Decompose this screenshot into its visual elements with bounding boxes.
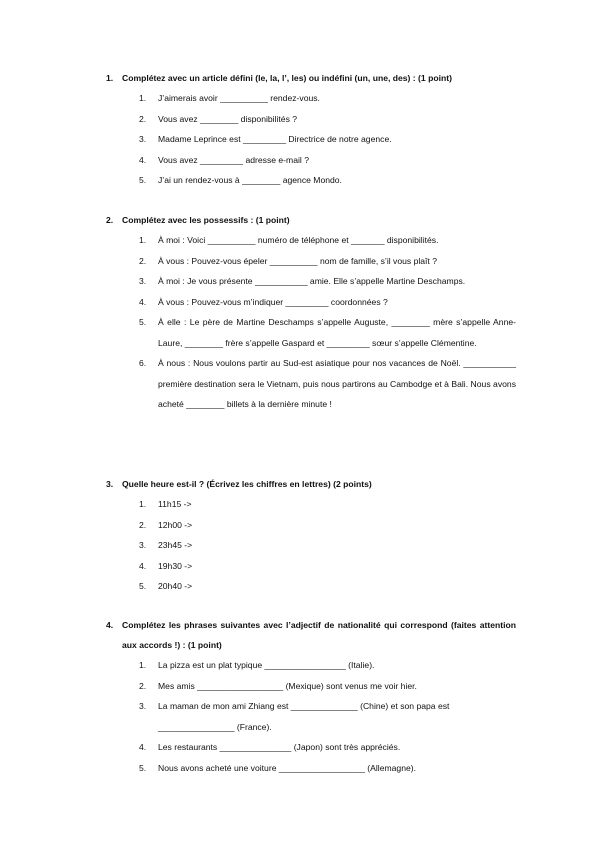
item-text: Madame Leprince est _________ Directrice de notre agence. (158, 134, 392, 144)
exercise-item (106, 230, 516, 251)
item-text: À moi : Voici __________ numéro de téléphone et _______ disponibilités. (158, 235, 439, 245)
question-title-text: Complétez avec les possessifs : (1 point) (122, 215, 290, 225)
question-3 (106, 474, 516, 597)
item-number: 2. (139, 680, 147, 691)
exercise-list (106, 230, 516, 415)
item-number: 4. (139, 560, 147, 571)
item-number: 4. (139, 296, 147, 307)
item-text: À nous : Nous voulons partir au Sud-est asiatique pour nos vacances de Noël. ___________ première destination sera le Vietnam, puis nous partirons au Cambodge et à Bali. Nous avons acheté ________ billets à la dernière minute ! (158, 358, 516, 409)
item-number: 3. (139, 701, 147, 711)
exercise-item (106, 655, 516, 676)
item-text: À elle : Le père de Martine Deschamps s’appelle Auguste, ________ mère s’appelle Anne-Laure, ________ frère s’appelle Gaspard et _________ sœur s’appelle Clémentine. (158, 317, 516, 348)
item-text: Nous avons acheté une voiture __________________ (Allemagne). (158, 762, 417, 773)
item-text: À moi : Je vous présente ___________ amie. Elle s’appelle Martine Deschamps. (158, 276, 466, 286)
item-text: 19h30 -> (158, 560, 193, 571)
question-title (106, 210, 516, 230)
question-title-text: Quelle heure est-il ? (Écrivez les chiffres en lettres) (2 points) (122, 479, 372, 489)
item-text: J’ai un rendez-vous à ________ agence Mondo. (158, 175, 342, 185)
item-text: 20h40 -> (158, 581, 193, 591)
item-number: 3. (139, 134, 147, 144)
item-text: 23h45 -> (158, 540, 193, 550)
item-number: 4. (139, 742, 147, 752)
exercise-item (106, 676, 516, 697)
question-title-text: Complétez les phrases suivantes avec l’adjectif de nationalité qui correspond (faites attention aux accords !) : (1 point) (122, 620, 516, 650)
item-text: La pizza est un plat typique _________________ (Italie). (158, 660, 375, 670)
question-2 (106, 210, 516, 415)
item-number: 1. (139, 660, 147, 670)
item-number: 3. (139, 276, 147, 286)
item-text: À vous : Pouvez-vous épeler __________ nom de famille, s’il vous plaît ? (158, 255, 437, 266)
question-title-text: Complétez avec un article défini (le, la, l’, les) ou indéfini (un, une, des) : (1 point) (122, 73, 452, 83)
question-number: 4. (106, 620, 114, 630)
question-number: 2. (106, 215, 114, 225)
item-number: 6. (139, 358, 147, 368)
item-text: Mes amis __________________ (Mexique) sont venus me voir hier. (158, 680, 417, 691)
question-title (106, 615, 516, 655)
item-number: 3. (139, 540, 147, 550)
question-number: 1. (106, 73, 114, 83)
question-title (106, 474, 516, 494)
item-number: 2. (139, 113, 147, 124)
exercise-item (106, 271, 516, 292)
exercise-list (106, 655, 516, 778)
exercise-item (106, 312, 516, 353)
exercise-item (106, 494, 516, 515)
item-text: À vous : Pouvez-vous m’indiquer _________ coordonnées ? (158, 296, 388, 307)
exercise-item (106, 515, 516, 536)
item-text: Les restaurants _______________ (Japon) sont très appréciés. (158, 742, 401, 752)
question-4 (106, 615, 516, 778)
exercise-list (106, 494, 516, 597)
item-text: J’aimerais avoir __________ rendez-vous. (158, 93, 320, 103)
item-number: 1. (139, 499, 147, 509)
exercise-list (106, 88, 516, 191)
item-number: 1. (139, 235, 147, 245)
question-number: 3. (106, 479, 114, 489)
item-number: 5. (139, 581, 147, 591)
exercise-item (106, 88, 516, 109)
question-1 (106, 68, 516, 191)
exercise-item (106, 170, 516, 191)
exercise-item (106, 353, 516, 415)
exercise-item (106, 535, 516, 556)
item-number: 2. (139, 519, 147, 530)
item-text: La maman de mon ami Zhiang est ______________ (Chine) et son papa est ________________ (France). (158, 701, 450, 732)
item-text: 11h15 -> (158, 499, 192, 509)
item-number: 5. (139, 175, 147, 185)
exercise-item (106, 129, 516, 150)
exercise-item (106, 758, 516, 779)
item-number: 2. (139, 255, 147, 266)
item-text: 12h00 -> (158, 519, 193, 530)
item-text: Vous avez _________ adresse e-mail ? (158, 154, 309, 165)
exercise-item (106, 251, 516, 272)
item-number: 1. (139, 93, 147, 103)
exercise-item (106, 576, 516, 597)
exercise-item (106, 696, 516, 737)
exercise-item (106, 737, 516, 758)
exercise-item (106, 150, 516, 171)
exercise-item (106, 109, 516, 130)
exercise-item (106, 556, 516, 577)
item-number: 5. (139, 317, 147, 327)
item-number: 5. (139, 762, 147, 773)
item-number: 4. (139, 154, 147, 165)
question-title (106, 68, 516, 88)
item-text: Vous avez ________ disponibilités ? (158, 113, 298, 124)
exercise-item (106, 292, 516, 313)
